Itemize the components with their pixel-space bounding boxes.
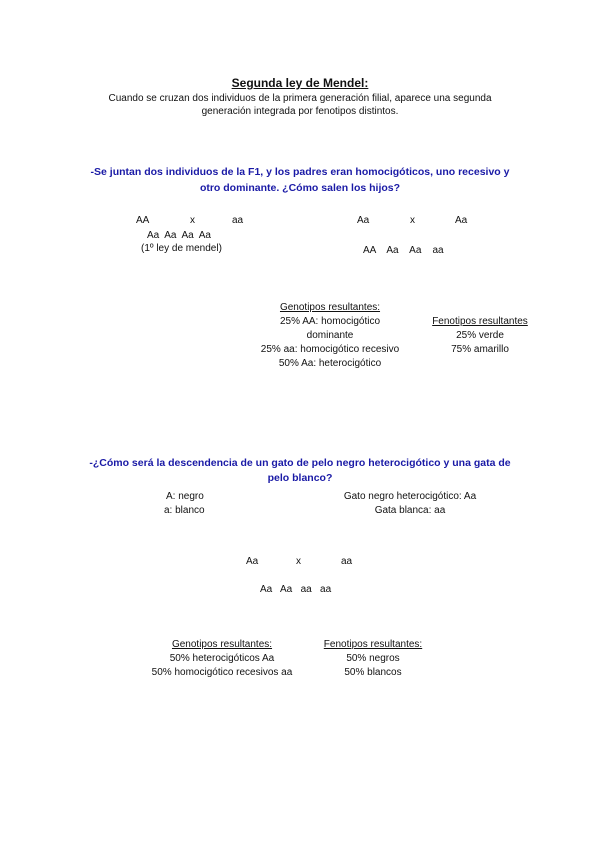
q2-cross-symbol: x [296, 556, 301, 567]
q2-genotypes-heading: Genotipos resultantes: [171, 639, 273, 650]
q1-genotype-line-1: 25% AA: homocigótico [279, 316, 381, 327]
page-title: Segunda ley de Mendel: [231, 76, 369, 90]
q1-right-parent-1: Aa [357, 215, 370, 226]
q2-key-line-1: A: negro [166, 491, 204, 502]
q1-left-parent-2: aa [232, 215, 244, 226]
q2-phenotypes-block [310, 638, 436, 680]
q1-right-offspring: AA Aa Aa aa [363, 245, 444, 256]
q2-phenotype-line-2: 50% blancos [344, 667, 402, 678]
q1-phenotype-line-1: 25% verde [456, 330, 504, 341]
intro-line-2: generación integrada por fenotipos distintos. [201, 106, 399, 117]
q1-right-cross-symbol: x [410, 215, 415, 226]
q2-allele-key [164, 490, 205, 518]
q2-genotypes-block [132, 638, 312, 680]
q2-cross-parent-1: Aa [246, 556, 259, 567]
question-1-line-1: -Se juntan dos individuos de la F1, y los padres eran homocigóticos, uno recesivo y [90, 166, 510, 178]
question-1-line-2: otro dominante. ¿Cómo salen los hijos? [199, 182, 401, 194]
q2-parents-line-2: Gata blanca: aa [374, 505, 446, 516]
q1-phenotypes-block [420, 315, 540, 357]
q2-cross-parent-2: aa [341, 556, 353, 567]
q2-parents [320, 490, 500, 518]
q1-genotype-line-4: 50% Aa: heterocigótico [278, 358, 382, 369]
q2-phenotype-line-1: 50% negros [346, 653, 400, 664]
q1-right-parent-2: Aa [455, 215, 468, 226]
q1-genotype-line-3: 25% aa: homocigótico recesivo [260, 344, 400, 355]
q1-genotypes-heading: Genotipos resultantes: [279, 302, 381, 313]
q1-genotype-line-2: dominante [306, 330, 354, 341]
q2-key-line-2: a: blanco [164, 505, 205, 516]
q2-cross-offspring: Aa Aa aa aa [260, 584, 332, 595]
q2-genotype-line-2: 50% homocigótico recesivos aa [151, 667, 293, 678]
q1-left-note: (1º ley de mendel) [141, 243, 222, 254]
q1-left-parent-1: AA [136, 215, 150, 226]
question-2-line-1: -¿Cómo será la descendencia de un gato de pelo negro heterocigótico y una gata de [89, 457, 511, 469]
q1-left-offspring: Aa Aa Aa Aa [147, 230, 211, 241]
q2-parents-line-1: Gato negro heterocigótico: Aa [343, 491, 477, 502]
q1-left-cross-symbol: x [190, 215, 195, 226]
intro-line-1: Cuando se cruzan dos individuos de la primera generación filial, aparece una segunda [108, 93, 492, 104]
q2-genotype-line-1: 50% heterocigóticos Aa [169, 653, 275, 664]
q1-phenotype-line-2: 75% amarillo [451, 344, 509, 355]
q1-genotypes-block [230, 301, 430, 371]
question-2-line-2: pelo blanco? [267, 472, 333, 484]
q2-phenotypes-heading: Fenotipos resultantes: [323, 639, 423, 650]
q1-phenotypes-heading: Fenotipos resultantes [432, 316, 528, 327]
